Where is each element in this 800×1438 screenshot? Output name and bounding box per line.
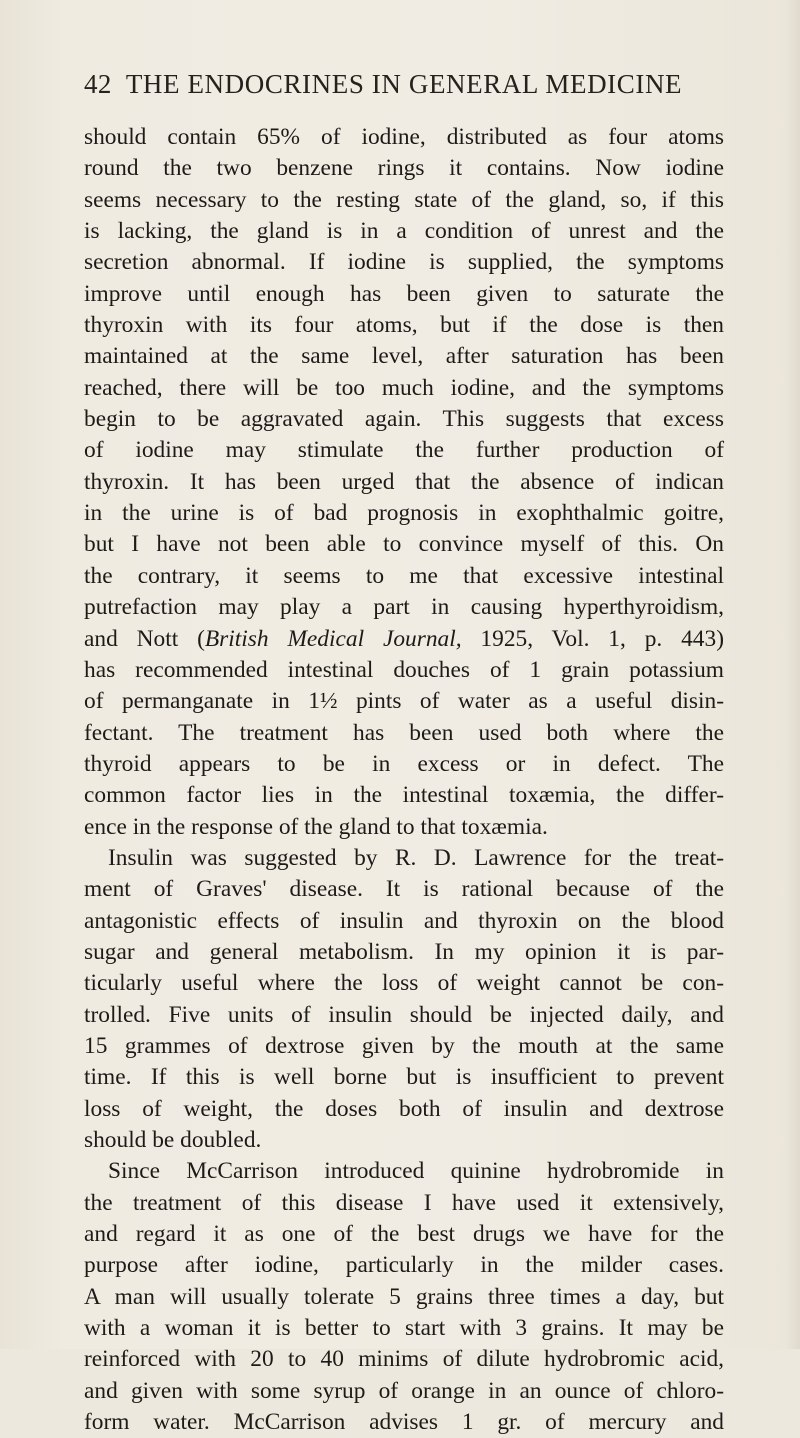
text-line: of permanganate in 1½ pints of water as a useful disin-	[84, 688, 724, 715]
text-line: purpose after iodine, particularly in the milder cases.	[84, 1252, 724, 1279]
text-line: common factor lies in the intestinal toxæmia, the differ-	[84, 782, 724, 809]
text-line: time. If this is well borne but is insufficient to prevent	[84, 1064, 724, 1091]
text-line: maintained at the same level, after saturation has been	[84, 343, 724, 370]
running-head: THE ENDOCRINES IN GENERAL MEDICINE	[125, 69, 683, 99]
text-line: seems necessary to the resting state of the gland, so, if this	[84, 186, 724, 213]
page-header	[84, 69, 724, 100]
text-line: Insulin was suggested by R. D. Lawrence for the treat-	[108, 844, 724, 871]
text-line: the treatment of this disease I have used it extensively,	[84, 1189, 724, 1216]
citation-post: 1925, Vol. 1, p. 443)	[461, 625, 724, 652]
text-line: thyroxin with its four atoms, but if the dose is then	[84, 312, 724, 339]
text-line: has recommended intestinal douches of 1 grain potassium	[84, 656, 724, 683]
journal-title: British Medical Journal,	[204, 625, 462, 652]
text-line: is lacking, the gland is in a condition of unrest and the	[84, 218, 724, 245]
text-line: and given with some syrup of orange in an ounce of chloro-	[84, 1377, 724, 1404]
text-line: begin to be aggravated again. This suggests that excess	[84, 406, 724, 433]
text-line: thyroxin. It has been urged that the absence of indican	[84, 468, 724, 495]
text-line: ment of Graves' disease. It is rational because of the	[84, 876, 724, 903]
page-edge-shadow	[786, 0, 800, 1349]
text-line: thyroid appears to be in excess or in defect. The	[84, 750, 724, 777]
text-line: Since McCarrison introduced quinine hydrobromide in	[108, 1158, 724, 1185]
text-line: trolled. Five units of insulin should be injected daily, and	[84, 1001, 724, 1028]
text-line: the contrary, it seems to me that excessive intestinal	[84, 562, 724, 589]
text-line: reached, there will be too much iodine, and the symptoms	[84, 374, 724, 401]
text-line: fectant. The treatment has been used both where the	[84, 719, 724, 746]
text-line: secretion abnormal. If iodine is supplied, the symptoms	[84, 249, 724, 276]
citation-pre: and Nott (	[84, 625, 205, 652]
text-line: and regard it as one of the best drugs we have for the	[84, 1221, 724, 1248]
text-line: A man will usually tolerate 5 grains three times a day, but	[84, 1283, 724, 1310]
text-line: should be doubled.	[84, 1127, 262, 1153]
text-line: antagonistic effects of insulin and thyroxin on the blood	[84, 907, 724, 934]
text-line: improve until enough has been given to saturate the	[84, 280, 724, 307]
text-line: sugar and general metabolism. In my opinion it is par-	[84, 938, 724, 965]
text-line: round the two benzene rings it contains. Now iodine	[84, 155, 724, 182]
text-line: with a woman it is better to start with 3 grains. It may be	[84, 1315, 724, 1342]
text-line: in the urine is of bad prognosis in exophthalmic goitre,	[84, 500, 724, 527]
text-line: putrefaction may play a part in causing hyperthyroidism,	[84, 594, 724, 621]
text-line: ticularly useful where the loss of weight cannot be con-	[84, 970, 724, 997]
page-number: 42	[84, 69, 112, 99]
text-line: form water. McCarrison advises 1 gr. of mercury and	[84, 1409, 724, 1436]
body-text	[84, 122, 724, 1438]
text-line: should contain 65% of iodine, distributed as four atoms	[84, 124, 724, 150]
text-line: loss of weight, the doses both of insulin and dextrose	[84, 1095, 724, 1122]
text-line: ence in the response of the gland to that toxæmia.	[84, 813, 548, 840]
text-line: of iodine may stimulate the further production of	[84, 437, 724, 464]
text-line: 15 grammes of dextrose given by the mouth at the same	[84, 1032, 724, 1059]
text-line-citation	[84, 624, 724, 655]
text-line: reinforced with 20 to 40 minims of dilute hydrobromic acid,	[84, 1346, 724, 1373]
text-line: but I have not been able to convince myself of this. On	[84, 531, 724, 558]
